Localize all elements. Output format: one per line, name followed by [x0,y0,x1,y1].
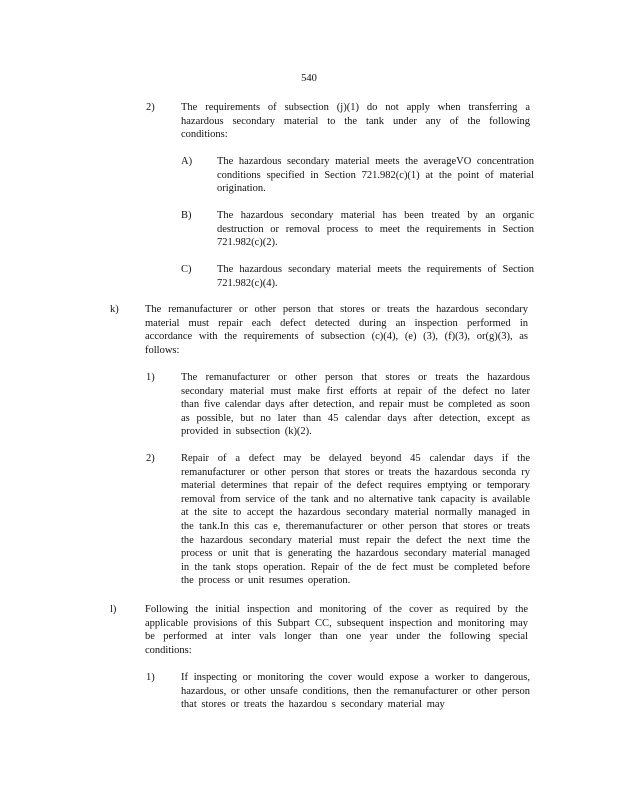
item-text: The hazardous secondary material meets the averageVO concentration conditions specified in Section 721.982(c)(1) at the point of material origination. [217,156,534,195]
item-marker: l) [110,604,117,615]
item-marker: 1) [146,372,155,383]
item-marker: 2) [146,453,155,464]
item-text: The requirements of subsection (j)(1) do not apply when transferring a hazardous secondary material to the tank under any of the following conditions: [181,102,530,141]
item-text: Repair of a defect may be delayed beyond 45 calendar days if the remanufacturer or other person that stores or treats the hazardous seconda ry material determines that repair of the defect requires emptying or temporary removal from service of the tank and no alternative tank capacity is available at the site to accept the hazardous secondary material normally managed in the tank.In this cas e, theremanufacturer or other person that stores or treats the hazardous secondary material must repair the defect the next time the process or unit that is generating the hazardous secondary material managed in the tank stops operation. Repair of the de fect must be completed before the process or unit resumes operation. [181,453,530,587]
item-text: If inspecting or monitoring the cover would expose a worker to dangerous, hazardous, or other unsafe conditions, then the remanufacturer or other person that stores or treats the hazardou s secondary material may [181,672,530,711]
item-marker: 1) [146,672,155,683]
item-marker: C) [181,264,192,275]
item-text: The hazardous secondary material has been treated by an organic destruction or removal process to meet the requirements in Section 721.982(c)(2). [217,210,534,249]
item-text: Following the initial inspection and monitoring of the cover as required by the applicable provisions of this Subpart CC, subsequent inspection and monitoring may be performed at inter vals longer than one year under the following special conditions: [145,604,528,656]
item-text: The hazardous secondary material meets the requirements of Section 721.982(c)(4). [217,264,534,289]
item-marker: 2) [146,102,155,113]
item-marker: A) [181,156,193,167]
item-text: The remanufacturer or other person that stores or treats the hazardous secondary material must repair each defect detected during an inspection performed in accordance with the requirements of subsection (c)(4), (e) (3), (f)(3), or(g)(3), as follows: [145,304,528,356]
item-marker: k) [110,304,119,315]
item-marker: B) [181,210,192,221]
page-number: 540 [301,73,317,84]
item-text: The remanufacturer or other person that stores or treats the hazardous secondary material must make first efforts at repair of the defect no later than five calendar days after detection, and repair must be completed as soon as possible, but no later than 45 calendar days after detection, except as provided in subsection (k)(2). [181,372,530,438]
